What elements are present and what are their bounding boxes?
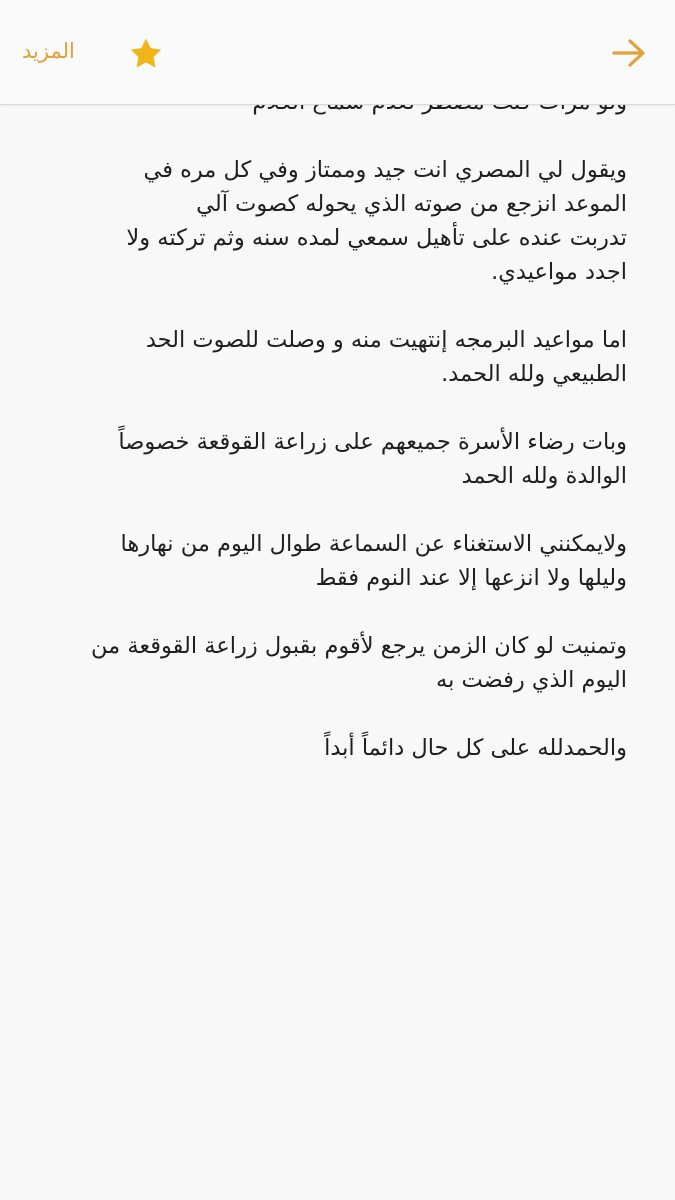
note-line: اجدد مواعيدي.	[491, 259, 627, 285]
note-paragraph	[42, 323, 627, 391]
note-content[interactable]	[0, 60, 675, 1200]
note-paragraph	[42, 527, 627, 595]
note-line: وتمنيت لو كان الزمن يرجع لأقوم بقبول زراعة القوقعة من	[91, 633, 627, 659]
back-button[interactable]	[608, 34, 650, 72]
more-button[interactable]: المزيد	[22, 39, 75, 63]
note-line: الطبيعي ولله الحمد.	[441, 361, 627, 387]
note-paragraph	[42, 731, 627, 765]
note-body[interactable]	[42, 85, 627, 765]
note-paragraph	[42, 629, 627, 697]
note-line: الوالدة ولله الحمد	[461, 463, 627, 489]
note-line: اما مواعيد البرمجه إنتهيت منه و وصلت للصوت الحد	[145, 327, 627, 353]
note-line: الموعد انزجع من صوته الذي يحوله كصوت آلي	[196, 191, 627, 217]
note-line: ولايمكنني الاستغناء عن السماعة طوال اليوم من نهارها	[120, 531, 627, 557]
note-paragraph	[42, 425, 627, 493]
note-line: تدربت عنده على تأهيل سمعي لمده سنه وثم تركته ولا	[126, 225, 627, 251]
note-paragraph	[42, 153, 627, 289]
star-icon	[127, 35, 165, 73]
note-line: اليوم الذي رفضت به	[436, 667, 627, 693]
arrow-right-icon	[608, 34, 650, 72]
favorite-button[interactable]	[127, 35, 165, 73]
note-line: ويقول لي المصري انت جيد وممتاز وفي كل مره في	[143, 157, 627, 183]
note-line: وليلها ولا انزعها إلا عند النوم فقط	[315, 565, 627, 591]
note-line: وبات رضاء الأسرة جميعهم على زراعة القوقعة خصوصاً	[118, 429, 627, 455]
app-bar	[0, 0, 675, 105]
note-line: والحمدلله على كل حال دائماً أبداً	[324, 735, 627, 761]
